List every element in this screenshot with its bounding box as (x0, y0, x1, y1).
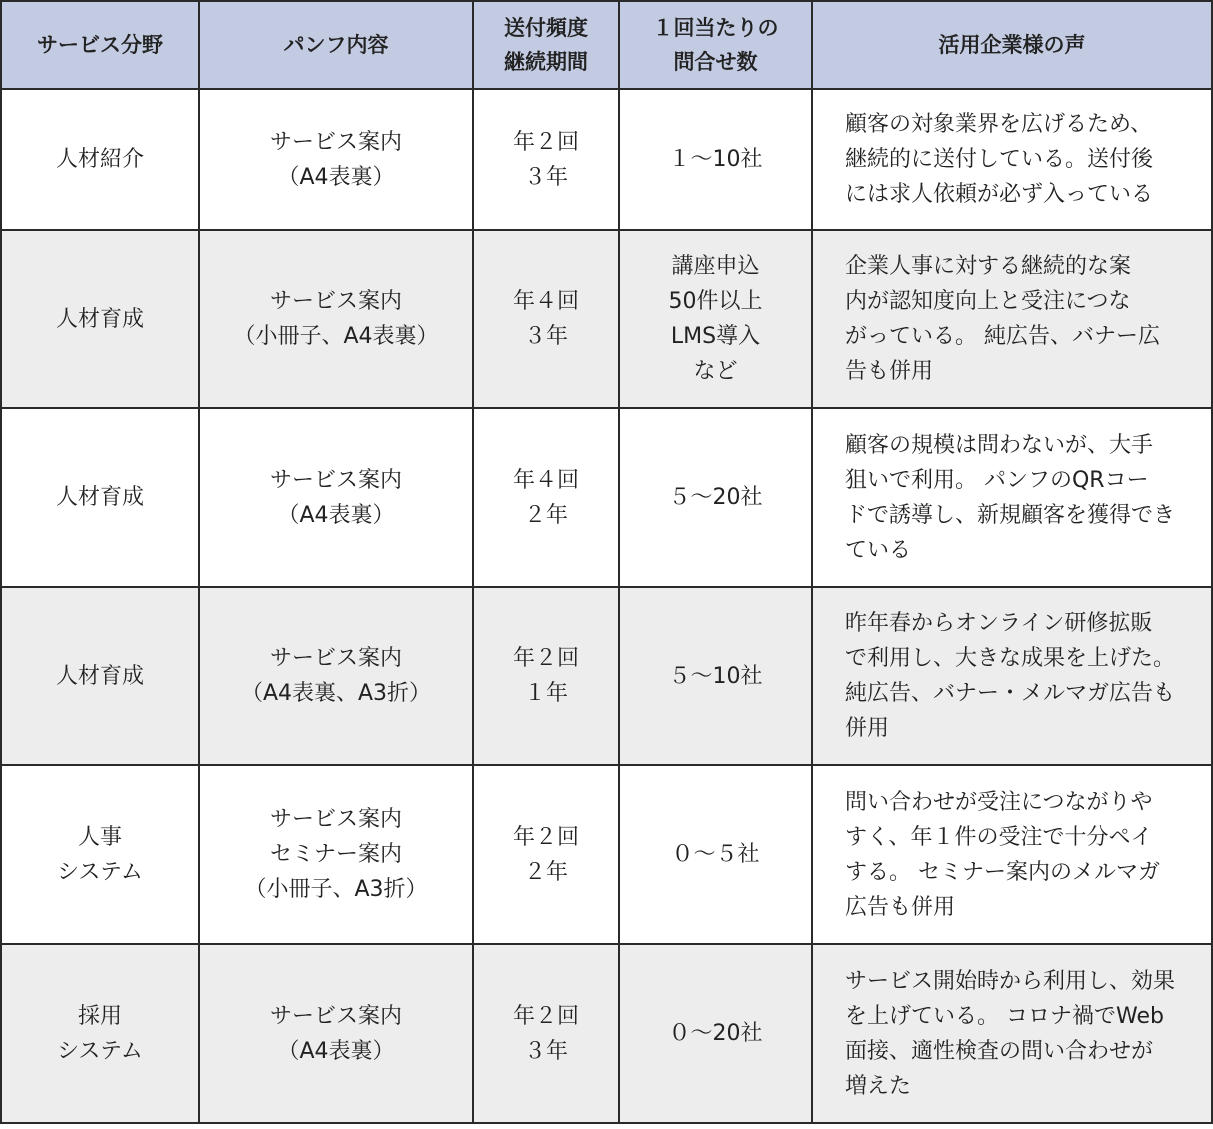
table-row (1, 230, 1212, 408)
header-text: サービス分野 (37, 33, 163, 57)
cell-text: ３年 (523, 1038, 568, 1064)
header-text: 継続期間 (504, 50, 588, 74)
cell-inquiries (619, 765, 812, 944)
cell-text: 人材育成 (55, 663, 144, 689)
cell-text: 年４回 (512, 467, 579, 493)
cell-text: 人材育成 (55, 306, 144, 332)
cell-text: 年２回 (512, 824, 579, 850)
cell-service-field (1, 765, 199, 944)
cell-text: ドで誘導し、新規顧客を獲得でき (845, 502, 1176, 528)
header-frequency-period (473, 1, 619, 89)
cell-text: サービス案内 (269, 807, 402, 832)
cell-text: 狙いで利用。 パンフのQRコー (845, 467, 1149, 493)
cell-inquiries (619, 944, 812, 1123)
table-body (1, 89, 1212, 1123)
cell-text: （小冊子、A4表裏） (233, 324, 439, 349)
cell-text: ている (845, 537, 912, 563)
cell-text: ２年 (523, 502, 568, 528)
table-row (1, 765, 1212, 944)
cell-text: 顧客の規模は問わないが、大手 (845, 432, 1154, 458)
cell-text: する。 セミナー案内のメルマガ (845, 859, 1160, 885)
cell-pamphlet-content (199, 89, 473, 230)
header-client-voice (812, 1, 1212, 89)
header-text: １回当たりの (652, 16, 779, 40)
cell-inquiries (619, 587, 812, 765)
header-service-field (1, 1, 199, 89)
cell-text: 年４回 (512, 289, 579, 314)
cell-text: サービス案内 (269, 129, 402, 155)
cell-pamphlet-content (199, 765, 473, 944)
cell-text: で利用し、大きな成果を上げた。 (845, 646, 1176, 671)
table-row (1, 587, 1212, 765)
cell-service-field (1, 230, 199, 408)
cell-client-voice (812, 587, 1212, 765)
cell-text: すく、年１件の受注で十分ペイ (845, 824, 1153, 850)
cell-text: 増えた (845, 1073, 912, 1099)
cell-text: 年２回 (512, 1003, 579, 1029)
cell-text: 併用 (845, 716, 890, 741)
cell-text: ３年 (523, 164, 568, 190)
header-text: 送付頻度 (504, 16, 588, 40)
cell-service-field (1, 587, 199, 765)
cell-text: LMS導入 (670, 324, 761, 349)
cell-text: には求人依頼が必ず入っている (845, 182, 1154, 207)
cell-text: （小冊子、A3折） (244, 877, 428, 902)
cell-pamphlet-content (199, 587, 473, 765)
cell-client-voice (812, 230, 1212, 408)
cell-text: システム (57, 1038, 143, 1064)
table-row (1, 408, 1212, 587)
cell-text: （A4表裏、A3折） (240, 681, 432, 706)
cell-text: システム (57, 859, 143, 885)
header-row (1, 1, 1212, 89)
header-text: 問合せ数 (673, 50, 758, 74)
cell-text: ５～20社 (668, 485, 763, 510)
cell-text: 昨年春からオンライン研修拡販 (845, 611, 1153, 636)
cell-text: 講座申込 (671, 254, 760, 279)
table-row (1, 944, 1212, 1123)
cell-text: ０～20社 (668, 1021, 763, 1046)
cell-text: サービス案内 (269, 467, 402, 493)
cell-text: １年 (523, 681, 568, 706)
header-pamphlet-content (199, 1, 473, 89)
cell-text: 年２回 (512, 129, 579, 155)
cell-text: １～10社 (668, 147, 763, 172)
cell-text: 人事 (77, 824, 122, 850)
cell-text: 50件以上 (668, 289, 763, 314)
cell-text: ２年 (523, 859, 568, 885)
cell-frequency-period (473, 408, 619, 587)
cell-text: 企業人事に対する継続的な案 (845, 254, 1132, 279)
cell-text: 人材紹介 (55, 147, 144, 172)
cell-text: （A4表裏） (277, 502, 395, 528)
cell-frequency-period (473, 587, 619, 765)
cell-text: 告も併用 (845, 359, 934, 384)
cell-text: サービス案内 (269, 646, 402, 671)
cell-frequency-period (473, 230, 619, 408)
cell-text: サービス開始時から利用し、効果 (845, 968, 1176, 994)
cell-text: 年２回 (512, 646, 579, 671)
cell-text: 面接、適性検査の問い合わせが (845, 1038, 1154, 1064)
cell-text: （A4表裏） (277, 164, 395, 190)
cell-text: 顧客の対象業界を広げるため、 (845, 112, 1153, 137)
cell-text: ０～５社 (671, 842, 760, 867)
cell-text: 広告も併用 (845, 894, 956, 920)
cell-pamphlet-content (199, 230, 473, 408)
cell-text: を上げている。 コロナ禍でWeb (845, 1003, 1164, 1029)
cell-text: 採用 (77, 1003, 122, 1029)
cell-text: など (693, 359, 738, 384)
cell-frequency-period (473, 944, 619, 1123)
cell-text: 人材育成 (55, 485, 144, 510)
cell-service-field (1, 944, 199, 1123)
cell-text: サービス案内 (269, 289, 402, 314)
header-text: 活用企業様の声 (938, 33, 1086, 57)
cell-text: 純広告、バナー・メルマガ広告も (845, 681, 1176, 706)
cell-inquiries (619, 408, 812, 587)
cell-client-voice (812, 765, 1212, 944)
header-inquiries (619, 1, 812, 89)
cell-frequency-period (473, 765, 619, 944)
cell-text: サービス案内 (269, 1003, 402, 1029)
cell-client-voice (812, 944, 1212, 1123)
cell-text: ３年 (523, 324, 568, 349)
cell-client-voice (812, 89, 1212, 230)
cell-text: 継続的に送付している。送付後 (845, 147, 1154, 172)
cell-client-voice (812, 408, 1212, 587)
cell-text: 問い合わせが受注につながりや (845, 789, 1153, 815)
cell-text: がっている。 純広告、バナー広 (845, 324, 1160, 349)
table-row (1, 89, 1212, 230)
cell-pamphlet-content (199, 944, 473, 1123)
cell-text: ５～10社 (668, 663, 763, 689)
cell-text: セミナー案内 (269, 842, 402, 867)
header-text: パンフ内容 (283, 33, 389, 57)
cell-service-field (1, 408, 199, 587)
cell-service-field (1, 89, 199, 230)
cell-text: （A4表裏） (277, 1038, 395, 1064)
cell-pamphlet-content (199, 408, 473, 587)
cell-frequency-period (473, 89, 619, 230)
cell-inquiries (619, 230, 812, 408)
cell-text: 内が認知度向上と受注につな (845, 289, 1131, 314)
cell-inquiries (619, 89, 812, 230)
